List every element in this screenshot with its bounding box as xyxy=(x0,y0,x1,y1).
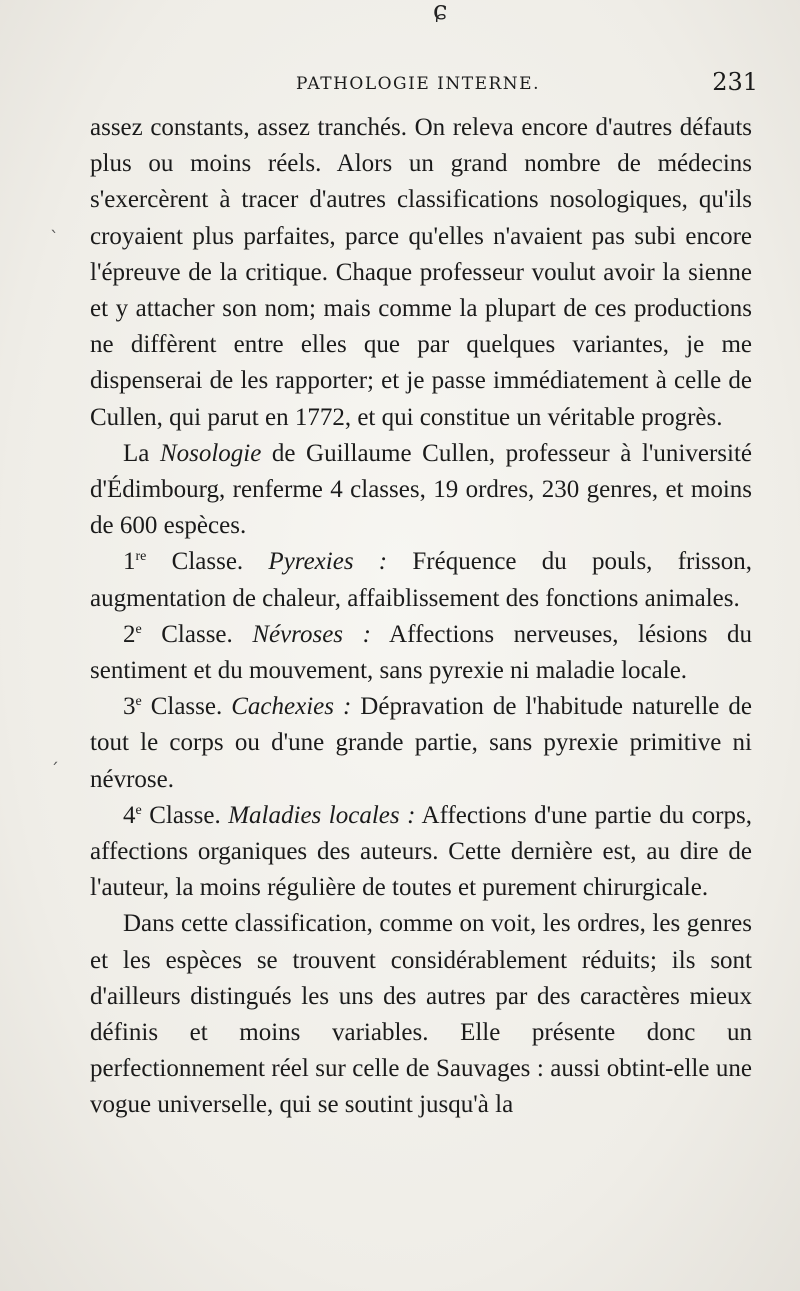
class-name: Névroses : xyxy=(252,620,371,648)
paragraph-continuation: assez constants, assez tranchés. On releva encore d'autres défauts plus ou moins réels. Alors un grand nombre de médecins s'exercèrent à tracer d'autres classifications nosologiques, qu'ils croyaient plus parfaites, parce qu'elles n'avaient pas subi encore l'épreuve de la critique. Chaque professeur voulut avoir la sienne et y attacher son nom; mais comme la plupart de ces productions ne diffèrent entre elles que par quelques variantes, je me dispenserai de les rapporter; et je passe immédiatement à celle de Cullen, qui parut en 1772, et qui constitue un véritable progrès. xyxy=(90,114,752,431)
nosologie-title: Nosologie xyxy=(159,439,262,467)
page-number: 231 xyxy=(712,68,758,96)
class-description: Affections nerveuses, lésions du sentiment et du mouvement, sans pyrexie ni maladie locale. xyxy=(90,620,752,685)
margin-tick-mark: ´ xyxy=(50,760,59,781)
page-header xyxy=(90,68,758,102)
class-label: Classe. xyxy=(146,548,269,576)
class-name: Pyrexies : xyxy=(268,548,388,576)
paragraph-cullen-intro xyxy=(90,436,752,545)
class-label: Classe. xyxy=(141,620,253,648)
class-number: 1 xyxy=(123,548,136,576)
class-label: Classe. xyxy=(141,693,232,721)
class-label: Classe. xyxy=(141,801,229,829)
class-number: 2 xyxy=(123,620,136,648)
class-ordinal: re xyxy=(135,549,147,565)
class-description: Affections d'une partie du corps, affections organiques des auteurs. Cette dernière est, au dire de l'auteur, la moins régulière de toutes et purement chirurgicale. xyxy=(90,801,752,902)
ink-blot-mark: ɕ xyxy=(433,0,448,26)
class-3-paragraph xyxy=(90,689,752,798)
class-number: 4 xyxy=(123,801,136,829)
class-name: Maladies locales : xyxy=(228,801,416,829)
margin-tick-mark: ` xyxy=(50,228,59,249)
class-ordinal: e xyxy=(135,694,142,710)
class-ordinal: e xyxy=(135,621,142,637)
class-description: Dépravation de l'habitude naturelle de tout le corps ou d'une grande partie, sans pyrexie primitive ni névrose. xyxy=(90,693,752,793)
paragraph-conclusion: Dans cette classification, comme on voit, les ordres, les genres et les espèces se trouvent considérablement réduits; ils sont d'ailleurs distingués les uns des autres par des caractères mieux définis et moins variables. Elle présente donc un perfectionnement réel sur celle de Sauvages : aussi obtint-elle une vogue universelle, qui se soutint jusqu'à la xyxy=(90,910,752,1119)
class-ordinal: e xyxy=(135,802,142,818)
class-number: 3 xyxy=(123,693,136,721)
class-name: Cachexies : xyxy=(231,693,352,721)
class-4-paragraph xyxy=(90,798,752,907)
class-description: Fréquence du pouls, frisson, augmentation de chaleur, affaiblissement des fonctions animales. xyxy=(90,548,752,612)
cullen-intro-rest: de Guillaume Cullen, professeur à l'université d'Édimbourg, renferme 4 classes, 19 ordres, 230 genres, et moins de 600 espèces. xyxy=(90,439,753,540)
class-2-paragraph xyxy=(90,617,752,689)
running-head: PATHOLOGIE INTERNE. xyxy=(296,74,540,94)
body-text xyxy=(90,110,752,1124)
cullen-intro-start: La xyxy=(123,439,160,467)
class-1-paragraph xyxy=(90,544,752,616)
